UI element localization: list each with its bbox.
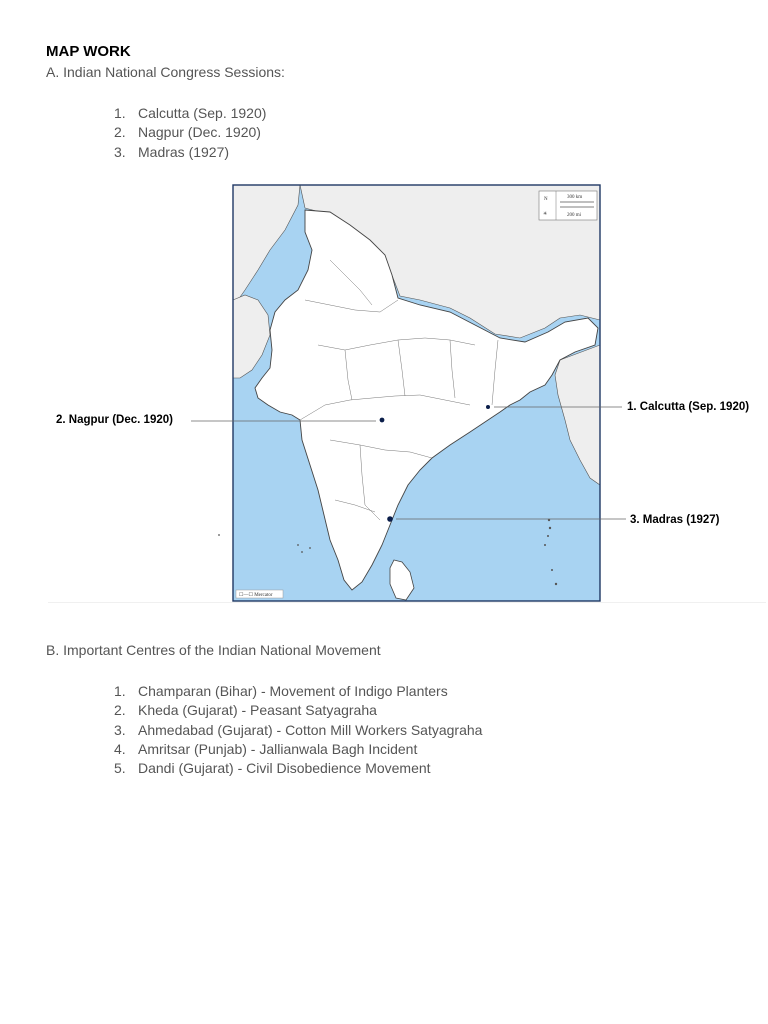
- list-item: [114, 104, 266, 123]
- list-item: [114, 143, 266, 162]
- list-number: 1.: [114, 683, 126, 699]
- congress-sessions-list: [114, 104, 266, 162]
- calcutta-label: 1. Calcutta (Sep. 1920): [627, 401, 750, 413]
- section-a-title: A. Indian National Congress Sessions:: [46, 64, 285, 80]
- scale-mi: 200 mi: [567, 213, 582, 218]
- compass-label: N: [544, 197, 548, 202]
- nagpur-marker: [380, 418, 385, 423]
- list-item: [114, 682, 482, 701]
- india-map-figure: [0, 183, 768, 608]
- list-number: 4.: [114, 740, 126, 757]
- list-item: [114, 759, 482, 778]
- nagpur-label: 2. Nagpur (Dec. 1920): [56, 414, 173, 426]
- scale-km: 300 km: [567, 195, 583, 200]
- calcutta-marker: [486, 405, 490, 409]
- projection-label: ☐—☐ Mercator: [239, 593, 273, 598]
- madras-label: 3. Madras (1927): [630, 514, 720, 526]
- list-number: 3.: [114, 721, 126, 738]
- divider: [48, 602, 766, 603]
- movement-centres-list: [114, 682, 482, 778]
- list-text: Kheda (Gujarat) - Peasant Satyagraha: [138, 702, 377, 719]
- list-text: Dandi (Gujarat) - Civil Disobedience Movement: [138, 760, 431, 777]
- list-text: Ahmedabad (Gujarat) - Cotton Mill Workers Satyagraha: [138, 721, 483, 738]
- list-number: 3.: [114, 143, 126, 160]
- list-number: 5.: [114, 760, 126, 777]
- list-item: [114, 740, 482, 759]
- compass-icon: ✳: [543, 212, 548, 217]
- list-text: Nagpur (Dec. 1920): [138, 124, 261, 141]
- india-map: [0, 183, 768, 608]
- list-item: [114, 123, 266, 142]
- section-b-title: B. Important Centres of the Indian National Movement: [46, 642, 381, 658]
- page-heading: MAP WORK: [46, 43, 131, 60]
- list-text: Calcutta (Sep. 1920): [138, 105, 267, 121]
- list-text: Champaran (Bihar) - Movement of Indigo Planters: [138, 683, 448, 699]
- list-text: Madras (1927): [138, 143, 230, 160]
- list-number: 2.: [114, 702, 126, 719]
- list-item: [114, 701, 482, 720]
- madras-marker: [387, 516, 393, 522]
- list-item: [114, 721, 482, 740]
- list-text: Amritsar (Punjab) - Jallianwala Bagh Incident: [138, 740, 418, 757]
- list-number: 1.: [114, 105, 126, 121]
- list-number: 2.: [114, 124, 126, 141]
